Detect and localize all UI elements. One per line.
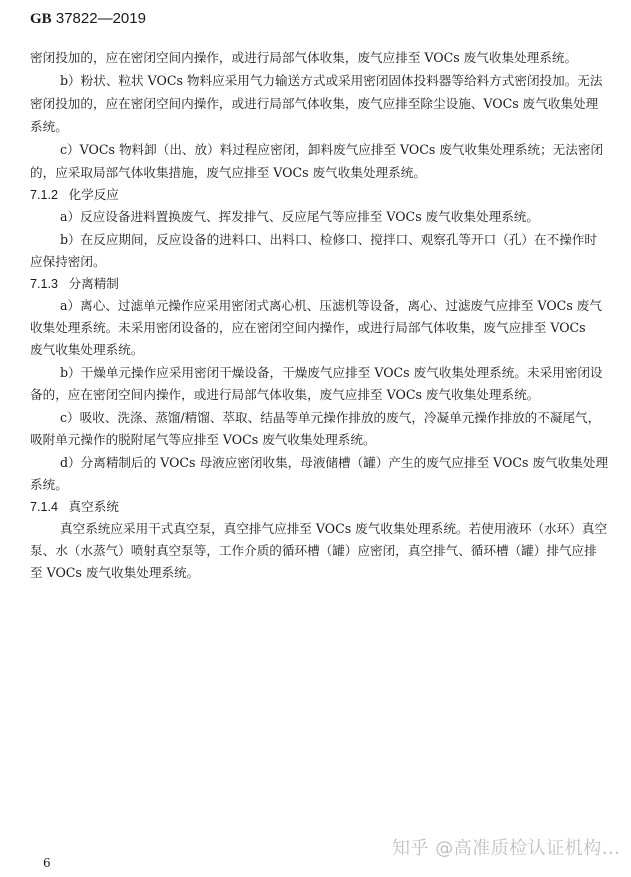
paragraph-line: c）吸收、洗涤、蒸馏/精馏、萃取、结晶等单元操作排放的废气，冷凝单元操作排放的不凝尾气， — [60, 410, 601, 425]
paragraph-line: 系统。 — [30, 477, 68, 492]
paragraph-line: 收集处理系统。未采用密闭设备的，应在密闭空间内操作，或进行局部气体收集，废气应排至 VOCs — [30, 320, 586, 335]
paragraph-line: 至 VOCs 废气收集处理系统。 — [30, 565, 200, 580]
section-heading-7-1-3 — [30, 276, 119, 292]
paragraph-line: a）反应设备进料置换废气、挥发排气、反应尾气等应排至 VOCs 废气收集处理系统。 — [60, 209, 539, 224]
section-title: 化学反应 — [68, 188, 119, 202]
section-number: 7.1.3 — [30, 277, 59, 291]
section-heading-7-1-4 — [30, 499, 119, 515]
section-title: 真空系统 — [68, 500, 119, 514]
paragraph-line: 真空系统应采用干式真空泵，真空排气应排至 VOCs 废气收集处理系统。若使用液环（水环）真空 — [60, 521, 608, 536]
paragraph-line: 密闭投加的，应在密闭空间内操作，或进行局部气体收集，废气应排至 VOCs 废气收集处理系统。 — [30, 50, 578, 65]
section-number: 7.1.2 — [30, 188, 59, 202]
paragraph-line: 吸附单元操作的脱附尾气等应排至 VOCs 废气收集处理系统。 — [30, 432, 376, 447]
paragraph-line: 备的，应在密闭空间内操作，或进行局部气体收集，废气应排至 VOCs 废气收集处理系统。 — [30, 387, 540, 402]
paragraph-line: d）分离精制后的 VOCs 母液应密闭收集，母液储槽（罐）产生的废气应排至 VOCs 废气收集处理 — [60, 455, 609, 470]
paragraph-line: 系统。 — [30, 119, 68, 134]
page-number: 6 — [43, 856, 51, 870]
paragraph-line: b）在反应期间，反应设备的进料口、出料口、检修口、搅拌口、观察孔等开口（孔）在不操作时 — [60, 232, 597, 247]
paragraph-line: 的，应采取局部气体收集措施，废气应排至 VOCs 废气收集处理系统。 — [30, 165, 426, 180]
section-title: 分离精制 — [68, 277, 119, 291]
paragraph-line: 废气收集处理系统。 — [30, 342, 144, 357]
standard-code: 37822—2019 — [55, 10, 146, 27]
paragraph-line: a）离心、过滤单元操作应采用密闭式离心机、压滤机等设备，离心、过滤废气应排至 VOCs 废气 — [60, 298, 602, 313]
section-number: 7.1.4 — [30, 500, 59, 514]
paragraph-line: c）VOCs 物料卸（出、放）料过程应密闭，卸料废气应排至 VOCs 废气收集处理系统；无法密闭 — [60, 142, 604, 157]
paragraph-line: 泵、水（水蒸气）喷射真空泵等，工作介质的循环槽（罐）应密闭，真空排气、循环槽（罐）排气应排 — [30, 543, 597, 558]
paragraph-line: 密闭投加的，应在密闭空间内操作，或进行局部气体收集，废气应排至除尘设施、VOCs 废气收集处理 — [30, 96, 599, 111]
paragraph-line: b）粉状、粒状 VOCs 物料应采用气力输送方式或采用密闭固体投料器等给料方式密闭投加。无法 — [60, 73, 603, 88]
standard-number-header — [30, 10, 146, 28]
watermark: 知乎 @高准质检认证机构... — [392, 838, 621, 859]
paragraph-line: 应保持密闭。 — [30, 254, 106, 269]
section-heading-7-1-2 — [30, 187, 119, 203]
paragraph-line: b）干燥单元操作应采用密闭干燥设备，干燥废气应排至 VOCs 废气收集处理系统。未采用密闭设 — [60, 365, 603, 380]
standard-prefix: GB — [30, 11, 52, 27]
